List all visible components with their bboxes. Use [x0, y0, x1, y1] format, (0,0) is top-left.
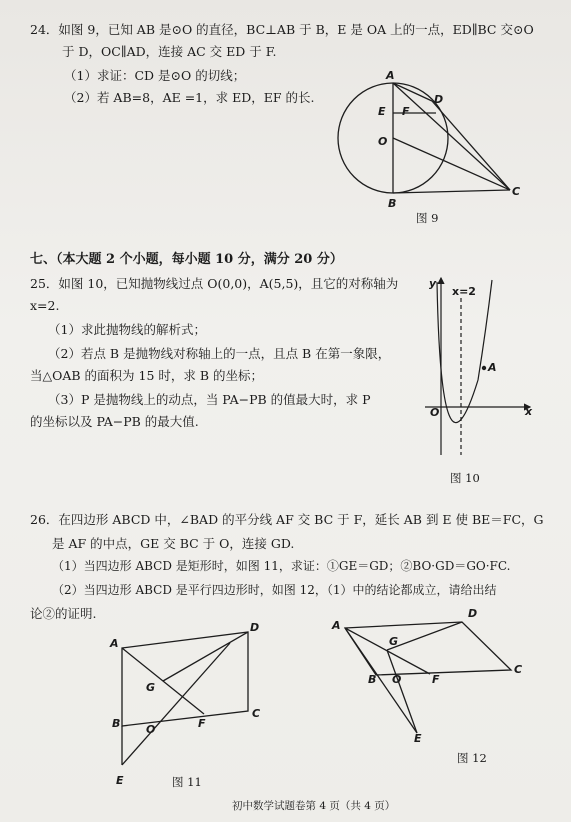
- segment-eg: [387, 650, 417, 733]
- figure-10-caption: 图 10: [450, 471, 480, 485]
- label-c: C: [512, 185, 521, 198]
- parallelogram-abcd: [345, 622, 511, 675]
- page-footer: 初中数学试题卷第 4 页（共 4 页）: [232, 800, 396, 812]
- label-b: B: [388, 197, 397, 210]
- q26-part1: （1）当四边形 ABCD 是矩形时，如图 11，求证：①GE＝GD；②BO·GD＝GO·FC.: [52, 559, 511, 573]
- label-e: E: [116, 774, 124, 787]
- q25-part3a: （3）P 是抛物线上的动点，当 PA−PB 的值最大时，求 P: [48, 392, 371, 407]
- label-d: D: [434, 93, 444, 106]
- label-g: G: [146, 681, 156, 694]
- label-o: O: [146, 723, 156, 736]
- label-b: B: [112, 717, 121, 730]
- q24-part1: （1）求证：CD 是⊙O 的切线；: [64, 68, 246, 83]
- q25-part1: （1）求此抛物线的解析式；: [48, 322, 206, 337]
- label-symmetry: x=2: [452, 285, 476, 298]
- q25-part2b: 当△OAB 的面积为 15 时，求 B 的坐标；: [30, 368, 264, 383]
- segment-gd: [387, 622, 462, 650]
- label-g: G: [389, 635, 399, 648]
- label-f: F: [432, 673, 440, 686]
- q25-line1: 25．如图 10，已知抛物线过点 O(0,0)，A(5,5)，且它的对称轴为: [30, 276, 399, 291]
- label-x: x: [525, 405, 533, 418]
- label-f: F: [198, 717, 206, 730]
- figure-9-caption: 图 9: [416, 211, 439, 225]
- label-f: F: [402, 105, 410, 118]
- label-a: A: [110, 637, 119, 650]
- q26-line2: 是 AF 的中点，GE 交 BC 于 O，连接 GD.: [52, 536, 295, 551]
- figure-12-caption: 图 12: [457, 751, 487, 765]
- q26-part2b: 论②的证明.: [30, 606, 97, 621]
- label-b: B: [368, 673, 377, 686]
- label-a: A: [332, 619, 341, 632]
- label-d: D: [468, 607, 478, 620]
- label-y: y: [429, 277, 437, 290]
- figure-11-caption: 图 11: [172, 775, 202, 789]
- label-d: D: [250, 621, 260, 634]
- label-a: A: [488, 361, 497, 374]
- label-o: O: [430, 406, 440, 419]
- q24-line2: 于 D，OC∥AD，连接 AC 交 ED 于 F.: [62, 44, 277, 59]
- label-e: E: [378, 105, 386, 118]
- q24-part2: （2）若 AB=8，AE =1，求 ED，EF 的长.: [64, 90, 315, 105]
- label-c: C: [514, 663, 523, 676]
- q25-part2a: （2）若点 B 是抛物线对称轴上的一点，且点 B 在第一象限，: [48, 346, 391, 361]
- q26-part2a: （2）当四边形 ABCD 是平行四边形时，如图 12，（1）中的结论都成立，请给出结: [52, 583, 497, 597]
- q25-line2: x=2.: [30, 298, 60, 313]
- label-e: E: [414, 732, 422, 745]
- label-o: O: [378, 135, 388, 148]
- q25-part3b: 的坐标以及 PA−PB 的最大值.: [30, 414, 199, 429]
- label-c: C: [252, 707, 261, 720]
- label-o: O: [392, 673, 402, 686]
- section-7-title: 七、（本大题 2 个小题，每小题 10 分，满分 20 分）: [30, 252, 343, 267]
- q26-line1: 26．在四边形 ABCD 中，∠BAD 的平分线 AF 交 BC 于 F，延长 AB 到 E 使 BE＝FC，G: [30, 512, 544, 527]
- label-a: A: [386, 69, 395, 82]
- q24-line1: 24．如图 9，已知 AB 是⊙O 的直径，BC⊥AB 于 B，E 是 OA 上的一点，ED∥BC 交⊙O: [30, 22, 534, 37]
- segment-ae: [345, 628, 417, 733]
